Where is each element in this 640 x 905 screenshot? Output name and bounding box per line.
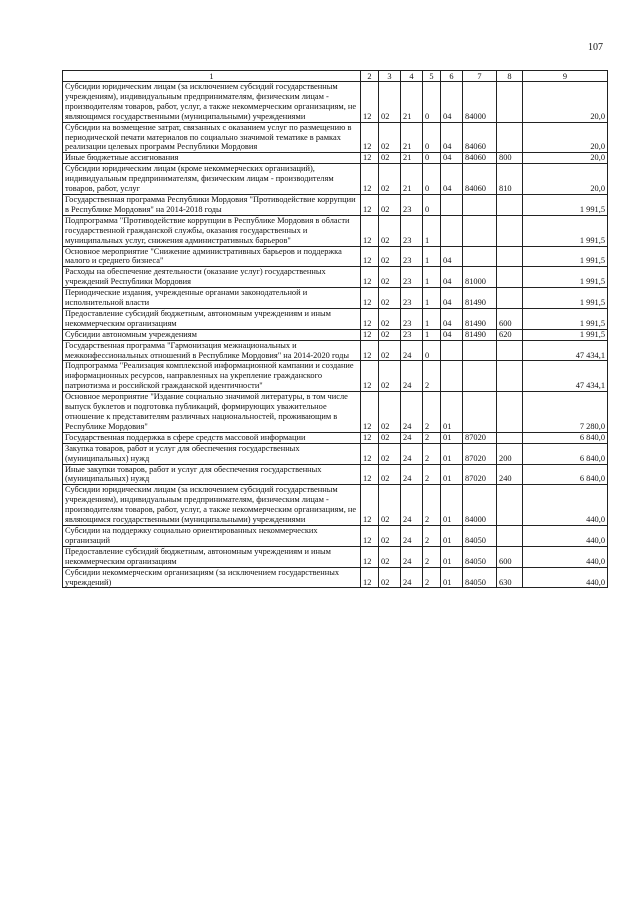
cell-code: 02	[379, 288, 401, 309]
cell-code: 04	[441, 122, 463, 153]
cell-code: 12	[361, 288, 379, 309]
cell-code: 12	[361, 340, 379, 361]
table-row	[63, 392, 608, 433]
cell-code: 04	[441, 308, 463, 329]
cell-amount: 20,0	[523, 122, 608, 153]
cell-code: 84050	[463, 525, 497, 546]
row-name: Основное мероприятие "Издание социально значимой литературы, в том числе выпуск буклетов и подготовка публикаций, формирующих уважительное отношение к представителям различных национальностей, проживающим в Республике Мордовия"	[63, 392, 361, 433]
cell-code	[497, 215, 523, 246]
cell-code: 02	[379, 329, 401, 340]
cell-code: 02	[379, 392, 401, 433]
cell-code: 2	[423, 567, 441, 588]
cell-amount: 7 280,0	[523, 392, 608, 433]
cell-code: 12	[361, 267, 379, 288]
cell-code	[497, 288, 523, 309]
cell-amount: 1 991,5	[523, 308, 608, 329]
cell-code: 21	[401, 122, 423, 153]
cell-code: 24	[401, 464, 423, 485]
cell-code: 12	[361, 194, 379, 215]
cell-code: 12	[361, 329, 379, 340]
table-row	[63, 361, 608, 392]
cell-code: 2	[423, 443, 441, 464]
cell-code: 12	[361, 432, 379, 443]
table-row	[63, 164, 608, 195]
cell-code	[463, 215, 497, 246]
row-name: Субсидии юридическим лицам (за исключением субсидий государственным учреждениям), индивидуальным предпринимателям, физическим лицам - производителям товаров, работ, услуг, а также некоммерческим организациям, не являющимся государственными (муниципальными) учреждениями	[63, 82, 361, 123]
cell-code	[441, 215, 463, 246]
cell-code: 02	[379, 443, 401, 464]
cell-code: 02	[379, 361, 401, 392]
cell-code: 04	[441, 288, 463, 309]
cell-amount: 20,0	[523, 164, 608, 195]
cell-code: 12	[361, 215, 379, 246]
cell-code: 02	[379, 82, 401, 123]
cell-code: 2	[423, 546, 441, 567]
cell-code: 2	[423, 485, 441, 526]
cell-amount: 1 991,5	[523, 267, 608, 288]
cell-code: 0	[423, 82, 441, 123]
row-name: Субсидии юридическим лицам (кроме некоммерческих организаций), индивидуальным предпринимателям, физическим лицам - производителям товаров, работ, услуг	[63, 164, 361, 195]
cell-code: 24	[401, 361, 423, 392]
table-row	[63, 267, 608, 288]
cell-code	[463, 361, 497, 392]
cell-code: 200	[497, 443, 523, 464]
cell-code	[463, 246, 497, 267]
cell-code: 84060	[463, 153, 497, 164]
cell-code: 01	[441, 464, 463, 485]
cell-code: 02	[379, 194, 401, 215]
cell-amount: 1 991,5	[523, 288, 608, 309]
cell-code: 02	[379, 485, 401, 526]
cell-code: 02	[379, 122, 401, 153]
cell-code: 630	[497, 567, 523, 588]
table-row	[63, 525, 608, 546]
cell-code: 1	[423, 308, 441, 329]
cell-code: 01	[441, 432, 463, 443]
table-row	[63, 340, 608, 361]
cell-code: 02	[379, 153, 401, 164]
cell-amount: 6 840,0	[523, 443, 608, 464]
cell-code: 81000	[463, 267, 497, 288]
cell-code: 12	[361, 164, 379, 195]
cell-code: 12	[361, 525, 379, 546]
table-row	[63, 246, 608, 267]
cell-code: 23	[401, 329, 423, 340]
cell-code: 81490	[463, 288, 497, 309]
cell-code	[497, 361, 523, 392]
cell-code: 2	[423, 432, 441, 443]
row-name: Субсидии автономным учреждениям	[63, 329, 361, 340]
cell-code: 12	[361, 122, 379, 153]
cell-code: 2	[423, 392, 441, 433]
table-row	[63, 432, 608, 443]
cell-amount: 1 991,5	[523, 194, 608, 215]
row-name: Периодические издания, учрежденные органами законодательной и исполнительной власти	[63, 288, 361, 309]
row-name: Иные закупки товаров, работ и услуг для обеспечения государственных (муниципальных) нужд	[63, 464, 361, 485]
cell-code: 84050	[463, 546, 497, 567]
cell-code: 23	[401, 215, 423, 246]
cell-code: 12	[361, 567, 379, 588]
cell-code: 24	[401, 525, 423, 546]
row-name: Предоставление субсидий бюджетным, автономным учреждениям и иным некоммерческим организациям	[63, 546, 361, 567]
row-name: Субсидии юридическим лицам (за исключением субсидий государственным учреждениям), индивидуальным предпринимателям, физическим лицам - производителям товаров, работ, услуг, а также некоммерческим организациям, не являющимся государственными (муниципальными) учреждениями	[63, 485, 361, 526]
cell-code: 24	[401, 340, 423, 361]
row-name: Иные бюджетные ассигнования	[63, 153, 361, 164]
cell-code: 600	[497, 308, 523, 329]
column-header: 5	[423, 71, 441, 82]
row-name: Субсидии некоммерческим организациям (за исключением государственных учреждений)	[63, 567, 361, 588]
cell-code: 800	[497, 153, 523, 164]
cell-code: 87020	[463, 432, 497, 443]
cell-code: 04	[441, 164, 463, 195]
cell-amount: 440,0	[523, 485, 608, 526]
row-name: Основное мероприятие "Снижение административных барьеров и поддержка малого и среднего бизнеса"	[63, 246, 361, 267]
table-row	[63, 308, 608, 329]
row-name: Закупка товаров, работ и услуг для обеспечения государственных (муниципальных) нужд	[63, 443, 361, 464]
column-header: 3	[379, 71, 401, 82]
cell-code	[497, 267, 523, 288]
cell-code: 24	[401, 485, 423, 526]
cell-code: 0	[423, 164, 441, 195]
cell-code: 12	[361, 443, 379, 464]
cell-code: 12	[361, 392, 379, 433]
cell-code: 01	[441, 525, 463, 546]
cell-code: 2	[423, 525, 441, 546]
table-row	[63, 215, 608, 246]
cell-code: 84000	[463, 82, 497, 123]
cell-code: 02	[379, 246, 401, 267]
row-name: Подпрограмма "Реализация комплексной информационной кампании и создание информационных ресурсов, направленных на укрепление гражданского патриотизма и российской гражданской идентичности"	[63, 361, 361, 392]
cell-code: 01	[441, 567, 463, 588]
column-header: 1	[63, 71, 361, 82]
cell-code: 84000	[463, 485, 497, 526]
cell-code: 23	[401, 267, 423, 288]
cell-code: 02	[379, 164, 401, 195]
row-name: Расходы на обеспечение деятельности (оказание услуг) государственных учреждений Республики Мордовия	[63, 267, 361, 288]
cell-amount: 440,0	[523, 525, 608, 546]
column-header: 2	[361, 71, 379, 82]
cell-amount: 1 991,5	[523, 329, 608, 340]
cell-code: 84060	[463, 122, 497, 153]
cell-amount: 440,0	[523, 567, 608, 588]
cell-code: 810	[497, 164, 523, 195]
cell-code: 21	[401, 164, 423, 195]
row-name: Предоставление субсидий бюджетным, автономным учреждениям и иным некоммерческим организациям	[63, 308, 361, 329]
column-header: 6	[441, 71, 463, 82]
cell-code: 23	[401, 308, 423, 329]
table-header-row	[63, 71, 608, 82]
cell-code	[497, 432, 523, 443]
cell-code: 12	[361, 546, 379, 567]
cell-code: 1	[423, 329, 441, 340]
cell-code: 04	[441, 246, 463, 267]
page-number: 107	[588, 42, 603, 53]
table-row	[63, 288, 608, 309]
cell-code: 04	[441, 82, 463, 123]
cell-code	[497, 82, 523, 123]
cell-code: 600	[497, 546, 523, 567]
cell-code: 24	[401, 567, 423, 588]
cell-code: 21	[401, 82, 423, 123]
cell-code: 04	[441, 329, 463, 340]
cell-amount: 6 840,0	[523, 464, 608, 485]
cell-code: 1	[423, 288, 441, 309]
table-row	[63, 153, 608, 164]
cell-code: 01	[441, 485, 463, 526]
cell-amount: 1 991,5	[523, 215, 608, 246]
table-row	[63, 485, 608, 526]
cell-code: 12	[361, 246, 379, 267]
table-row	[63, 194, 608, 215]
table-row	[63, 122, 608, 153]
cell-amount: 47 434,1	[523, 361, 608, 392]
cell-code: 02	[379, 308, 401, 329]
cell-code: 0	[423, 122, 441, 153]
cell-code: 02	[379, 567, 401, 588]
table-body	[63, 82, 608, 588]
cell-code: 0	[423, 340, 441, 361]
cell-code	[497, 525, 523, 546]
cell-code: 12	[361, 485, 379, 526]
table-row	[63, 546, 608, 567]
cell-code	[441, 194, 463, 215]
cell-code: 12	[361, 153, 379, 164]
row-name: Субсидии на поддержку социально ориентированных некоммерческих организаций	[63, 525, 361, 546]
cell-amount: 20,0	[523, 82, 608, 123]
cell-code: 12	[361, 361, 379, 392]
cell-code: 12	[361, 82, 379, 123]
cell-amount: 1 991,5	[523, 246, 608, 267]
row-name: Государственная программа Республики Мордовия "Противодействие коррупции в Республике Мордовия" на 2014-2018 годы	[63, 194, 361, 215]
column-header: 9	[523, 71, 608, 82]
cell-code	[497, 485, 523, 526]
cell-code: 1	[423, 267, 441, 288]
cell-code	[497, 194, 523, 215]
cell-code	[441, 361, 463, 392]
cell-code	[463, 340, 497, 361]
budget-table	[62, 70, 608, 588]
row-name: Подпрограмма "Противодействие коррупции в Республике Мордовия в области государственной гражданской службы, оказания государственных и муниципальных услуг, снижения административных барьеров"	[63, 215, 361, 246]
table-row	[63, 82, 608, 123]
table-row	[63, 464, 608, 485]
cell-code: 12	[361, 308, 379, 329]
cell-code: 1	[423, 246, 441, 267]
cell-code: 0	[423, 194, 441, 215]
cell-code	[497, 246, 523, 267]
cell-code: 02	[379, 267, 401, 288]
row-name: Государственная поддержка в сфере средств массовой информации	[63, 432, 361, 443]
cell-code: 02	[379, 546, 401, 567]
cell-code: 01	[441, 546, 463, 567]
table-row	[63, 443, 608, 464]
cell-code: 1	[423, 215, 441, 246]
cell-code: 0	[423, 153, 441, 164]
column-header: 4	[401, 71, 423, 82]
cell-code: 12	[361, 464, 379, 485]
cell-code: 620	[497, 329, 523, 340]
cell-code: 21	[401, 153, 423, 164]
cell-code: 01	[441, 392, 463, 433]
column-header: 7	[463, 71, 497, 82]
cell-code: 84050	[463, 567, 497, 588]
row-name: Государственная программа "Гармонизация межнациональных и межконфессиональных отношений в Республике Мордовия" на 2014-2020 годы	[63, 340, 361, 361]
cell-amount: 20,0	[523, 153, 608, 164]
cell-code: 81490	[463, 308, 497, 329]
column-header: 8	[497, 71, 523, 82]
cell-code	[463, 392, 497, 433]
cell-code	[497, 392, 523, 433]
cell-code: 02	[379, 464, 401, 485]
cell-code: 87020	[463, 464, 497, 485]
cell-code: 01	[441, 443, 463, 464]
cell-code: 23	[401, 246, 423, 267]
cell-code: 04	[441, 267, 463, 288]
cell-code: 24	[401, 546, 423, 567]
cell-code	[497, 122, 523, 153]
cell-code: 84060	[463, 164, 497, 195]
table-row	[63, 329, 608, 340]
cell-code: 2	[423, 464, 441, 485]
cell-amount: 440,0	[523, 546, 608, 567]
cell-code: 02	[379, 340, 401, 361]
cell-amount: 47 434,1	[523, 340, 608, 361]
cell-code: 02	[379, 525, 401, 546]
cell-code: 240	[497, 464, 523, 485]
cell-code: 02	[379, 215, 401, 246]
cell-code	[463, 194, 497, 215]
table-row	[63, 567, 608, 588]
cell-code: 24	[401, 392, 423, 433]
cell-code: 87020	[463, 443, 497, 464]
cell-code: 23	[401, 194, 423, 215]
cell-code: 24	[401, 443, 423, 464]
cell-code: 81490	[463, 329, 497, 340]
cell-code: 02	[379, 432, 401, 443]
cell-code	[497, 340, 523, 361]
cell-code: 23	[401, 288, 423, 309]
cell-code: 2	[423, 361, 441, 392]
cell-code	[441, 340, 463, 361]
cell-code: 24	[401, 432, 423, 443]
cell-amount: 6 840,0	[523, 432, 608, 443]
row-name: Субсидии на возмещение затрат, связанных с оказанием услуг по размещению в периодической печати материалов по социально значимой тематике в рамках реализации целевых программ Республики Мордовия	[63, 122, 361, 153]
cell-code: 04	[441, 153, 463, 164]
